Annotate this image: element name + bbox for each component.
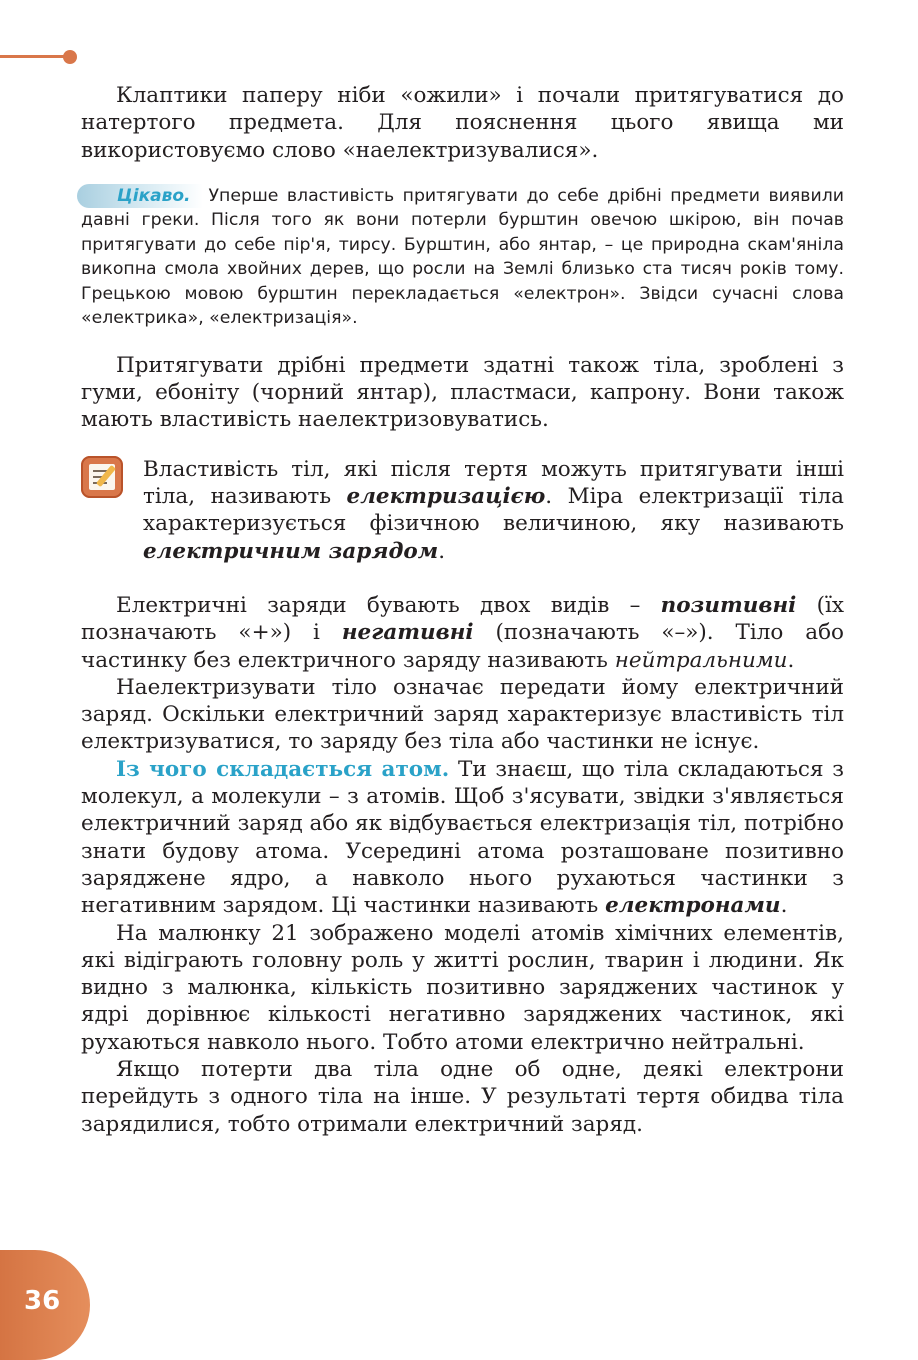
definition-text: Властивість тіл, які після тертя можуть притягувати інші тіла, називають електризацією. Міра електризації тіла характеризується фізичною величиною, яку називають електричним зарядом. xyxy=(143,456,844,564)
section-heading: Із чого складається атом. xyxy=(116,756,450,782)
paragraph-2: Притягувати дрібні предмети здатні також тіла, зроблені з гуми, ебоніту (чорний янтар), пластмаси, капрону. Вони також мають властивість наелектризовуватись. xyxy=(81,352,844,433)
paragraph-4: Наелектризувати тіло означає передати йому електричний заряд. Оскільки електричний заряд характеризує властивість тіл електризуватися, то заряду без тіла або частинки не існує. xyxy=(81,674,844,755)
notebook-icon xyxy=(81,456,123,498)
top-decor-dot xyxy=(63,50,77,64)
fact-text: Уперше властивість притягувати до себе дрібні предмети виявили давні греки. Після того як вони потерли бурштин овечою шкірою, він почав притягувати до себе пір'я, тирсу. Бурштин, або янтар, – це природна скам'яніла викопна смола хвойних дерев, що росли на Землі близько ста тисяч років тому. Грецькою мовою бурштин перекладається «електрон». Звідси сучасні слова «електрика», «електризація». xyxy=(81,185,844,329)
page-body xyxy=(81,82,844,1138)
page-number: 36 xyxy=(24,1286,61,1316)
fact-box xyxy=(81,184,844,331)
paragraph-6: На малюнку 21 зображено моделі атомів хімічних елементів, які відіграють головну роль у житті рослин, тварин і людини. Як видно з малюнка, кількість позитивно заряджених частинок у ядрі дорівнює кількості негативно заряджених частинок, які рухаються навколо нього. Тобто атоми електрично нейтральні. xyxy=(81,920,844,1055)
paragraph-5: Із чого складається атом. Ти знаєш, що тіла складаються з молекул, а молекули – з атомів. Щоб з'ясувати, звідки з'являється електричний заряд або як відбувається електризація тіл, потрібно знати будову атома. Усередині атома розташоване позитивно заряджене ядро, а навколо нього рухаються частинки з негативним зарядом. Ці частинки називають електронами. xyxy=(81,756,844,919)
term-electric-charge: електричним зарядом xyxy=(143,538,439,564)
term-electrons: електронами xyxy=(605,893,781,919)
fact-label: Цікаво. xyxy=(77,184,203,209)
top-decor-line xyxy=(0,55,68,58)
term-negative: негативні xyxy=(341,620,474,646)
term-electrization: електризацією xyxy=(346,484,546,510)
term-positive: позитивні xyxy=(660,592,797,618)
paragraph-1: Клаптики паперу ніби «ожили» і почали притягуватися до натертого предмета. Для пояснення цього явища ми використовуємо слово «наелектризувалися». xyxy=(81,83,844,163)
definition-box xyxy=(81,456,844,565)
paragraph-7: Якщо потерти два тіла одне об одне, деякі електрони перейдуть з одного тіла на інше. У результаті тертя обидва тіла зарядилися, тобто отримали електричний заряд. xyxy=(81,1057,844,1137)
paragraph-3: Електричні заряди бувають двох видів – позитивні (їх позначають «+») і негативні (позначають «–»). Тіло або частинку без електричного заряду називають нейтральними. xyxy=(81,592,845,673)
term-neutral: нейтральними xyxy=(614,647,788,673)
